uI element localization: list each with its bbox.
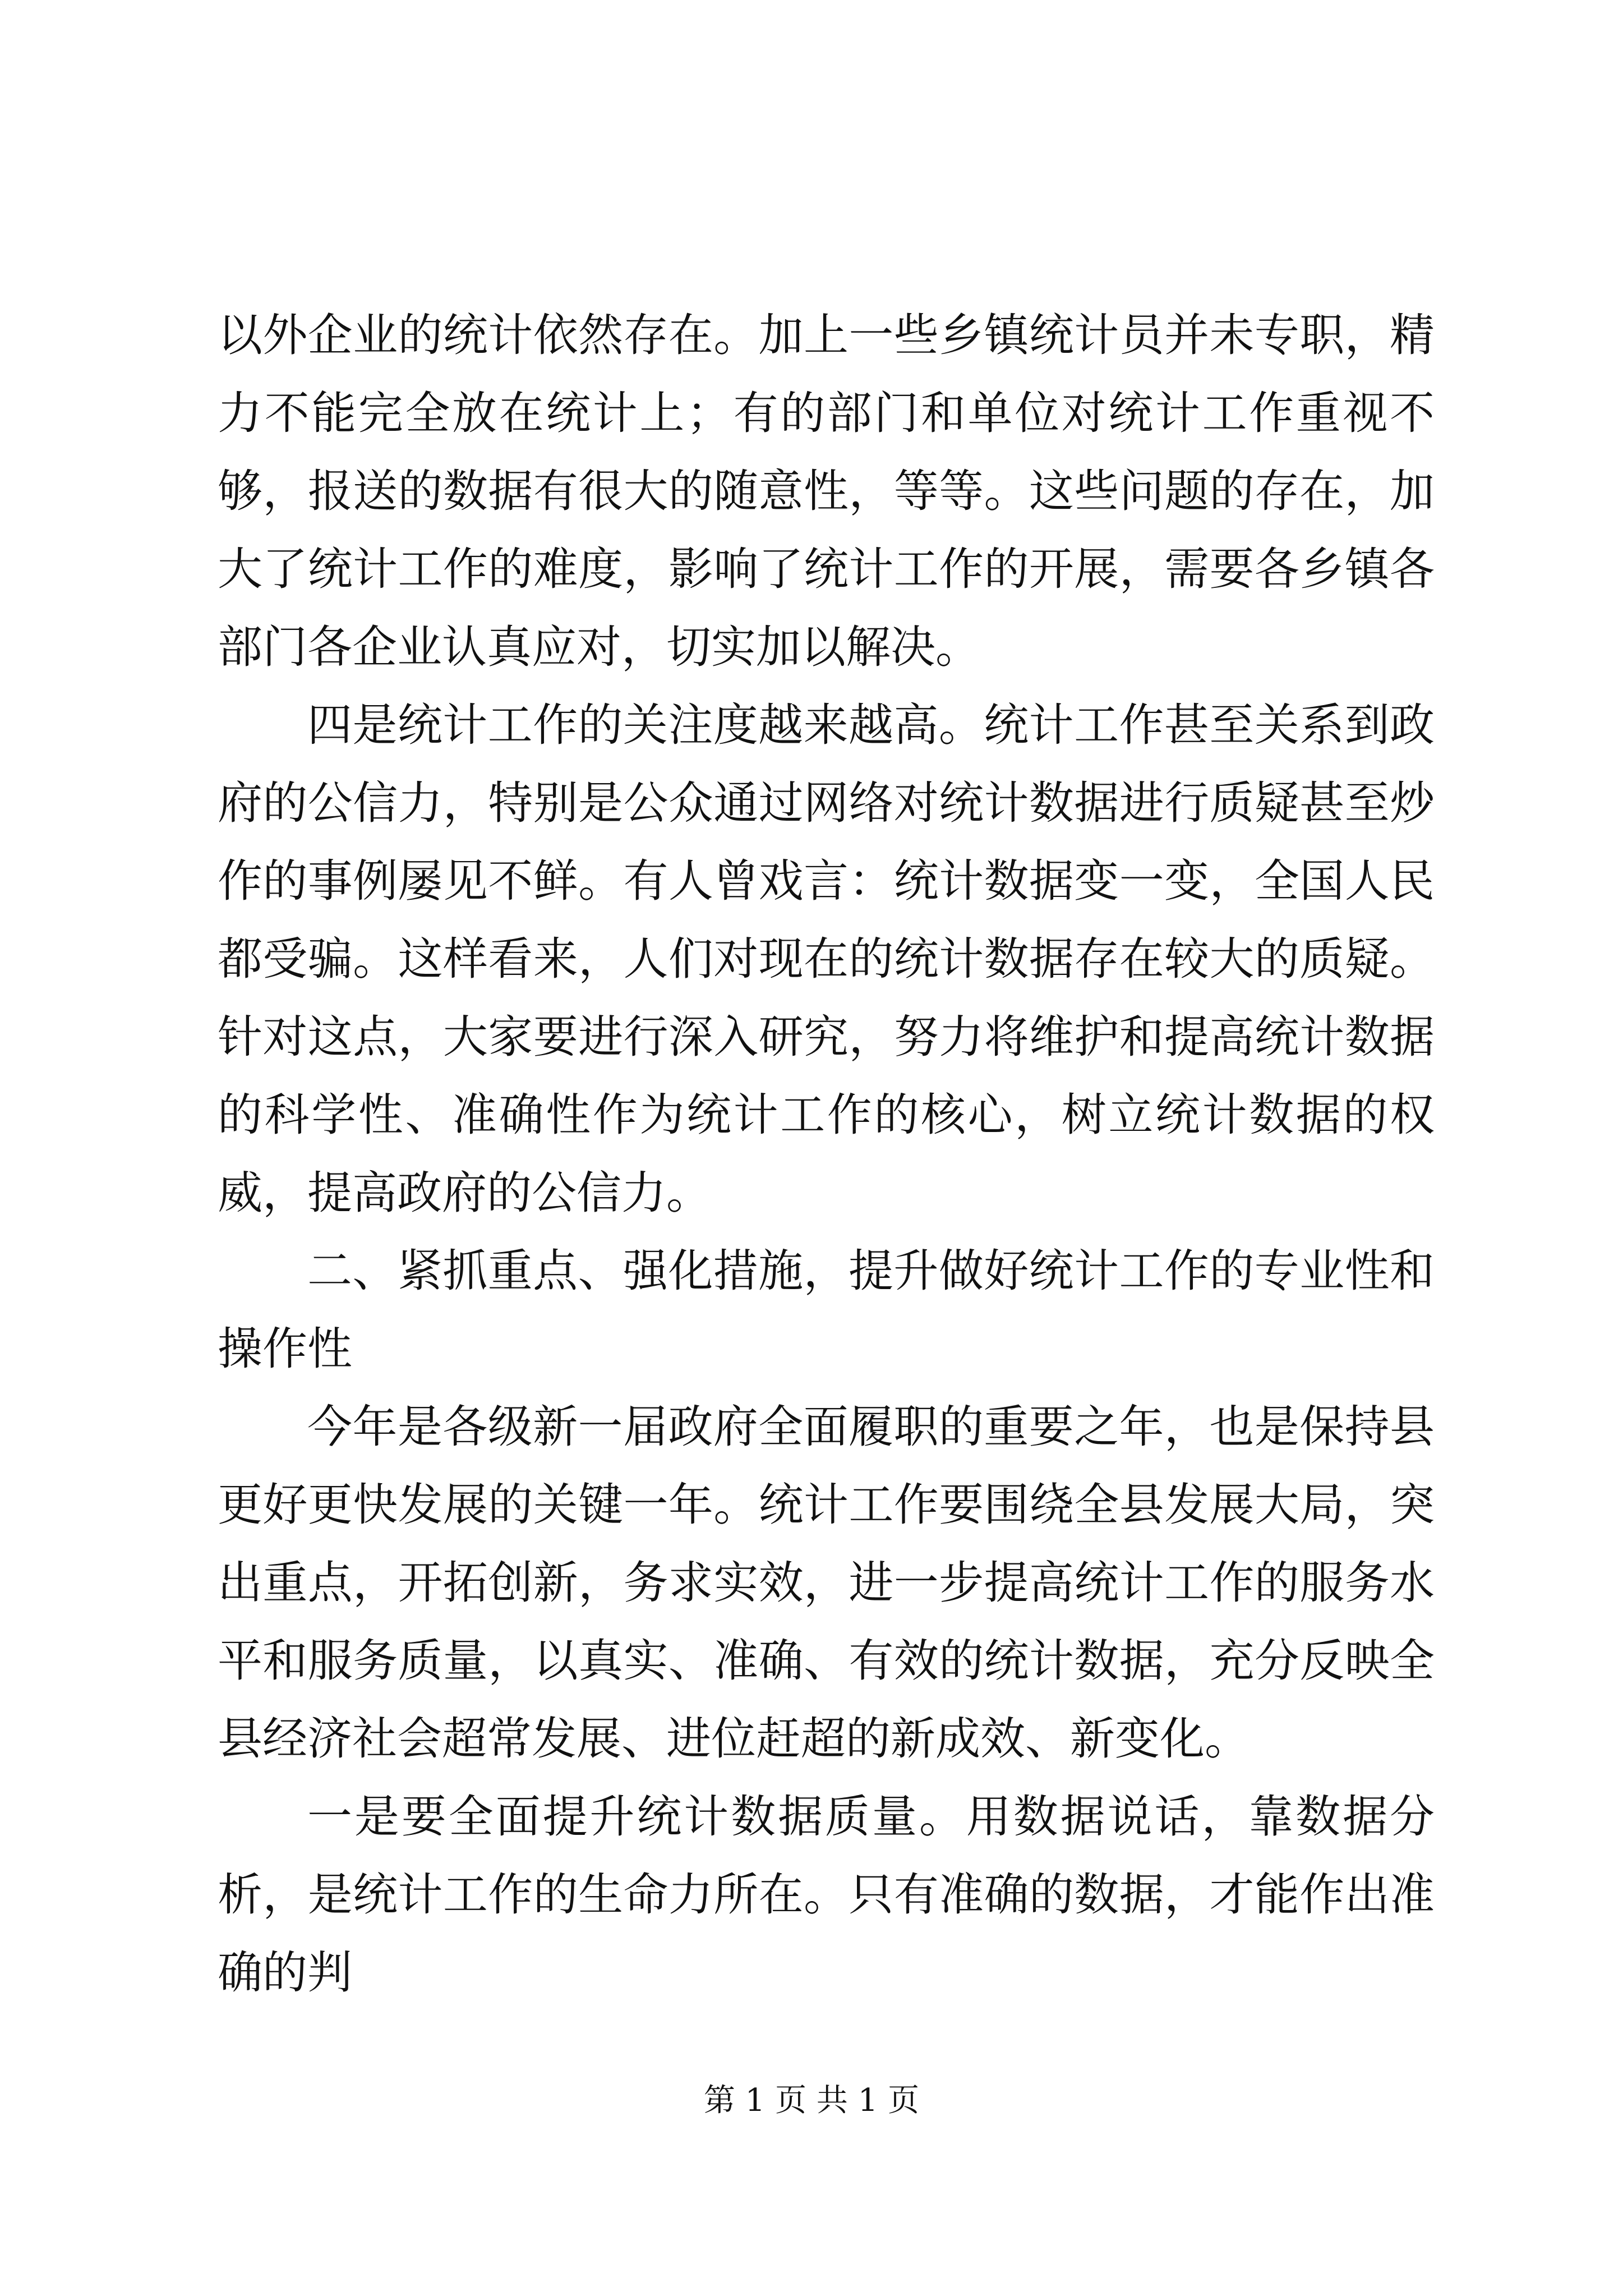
- page-footer: 第 1 页 共 1 页: [703, 2082, 920, 2119]
- paragraph-4: 一是要全面提升统计数据质量。用数据说话，靠数据分析，是统计工作的生命力所在。只有准确的数据，才能作出准确的判: [218, 1791, 1435, 1999]
- document-body: [218, 296, 1435, 2012]
- section-heading: 二、紧抓重点、强化措施，提升做好统计工作的专业性和操作性: [218, 1245, 1435, 1375]
- paragraph-3: 今年是各级新一届政府全面履职的重要之年，也是保持县更好更快发展的关键一年。统计工作要围绕全县发展大局，突出重点，开拓创新，务求实效，进一步提高统计工作的服务水平和服务质量，以真实、准确、有效的统计数据，充分反映全县经济社会超常发展、进位赶超的新成效、新变化。: [218, 1401, 1435, 1765]
- paragraph-1: 以外企业的统计依然存在。加上一些乡镇统计员并未专职，精力不能完全放在统计上；有的部门和单位对统计工作重视不够，报送的数据有很大的随意性，等等。这些问题的存在，加大了统计工作的难度，影响了统计工作的开展，需要各乡镇各部门各企业认真应对，切实加以解决。: [218, 309, 1435, 673]
- paragraph-2: 四是统计工作的关注度越来越高。统计工作甚至关系到政府的公信力，特别是公众通过网络对统计数据进行质疑甚至炒作的事例屡见不鲜。有人曾戏言：统计数据变一变，全国人民都受骗。这样看来，人们对现在的统计数据存在较大的质疑。针对这点，大家要进行深入研究，努力将维护和提高统计数据的科学性、准确性作为统计工作的核心，树立统计数据的权威，提高政府的公信力。: [218, 699, 1435, 1219]
